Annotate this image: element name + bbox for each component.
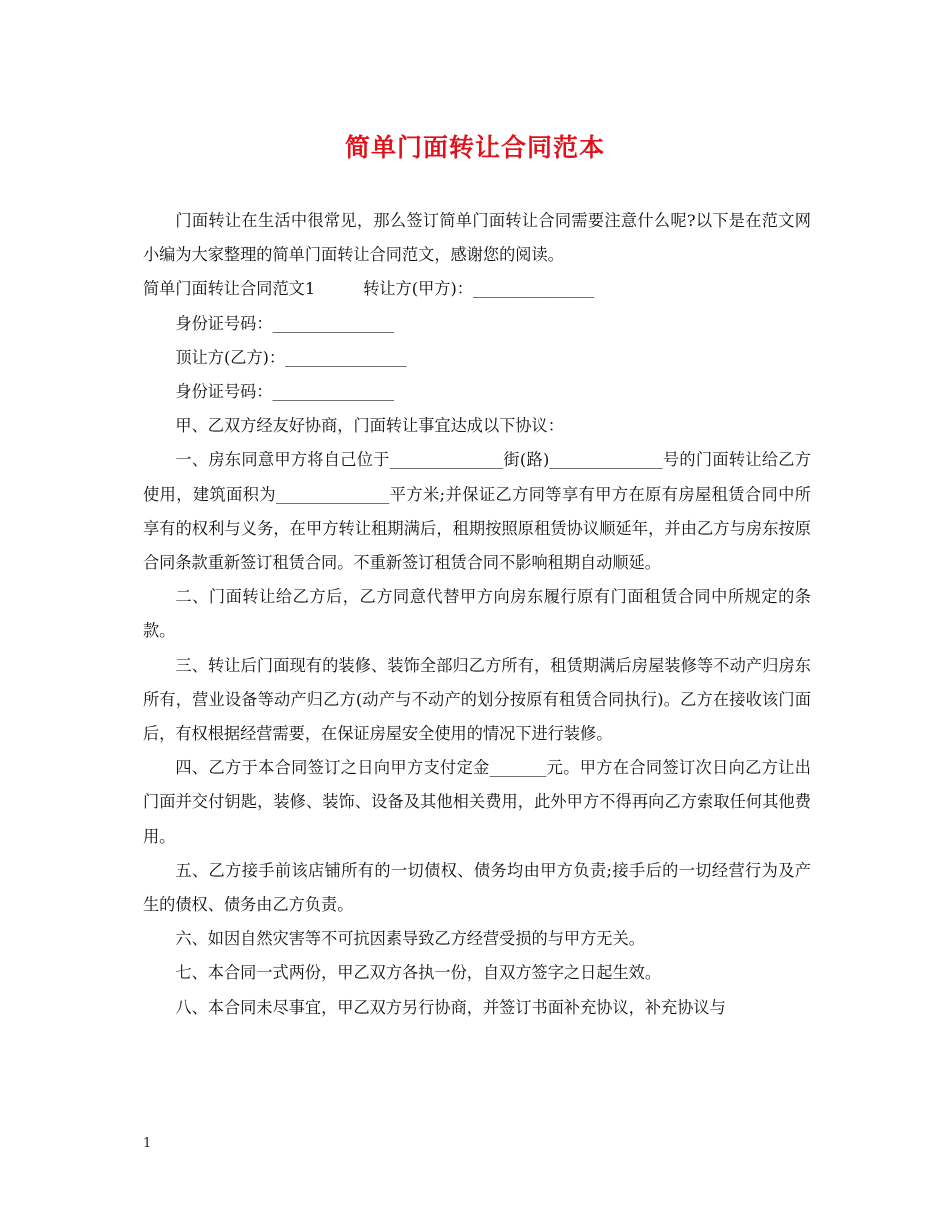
transferor-line: 转让方(甲方)：_______________: [363, 279, 595, 299]
intro-paragraph: 门面转让在生活中很常见，那么签订简单门面转让合同需要注意什么呢?以下是在范文网小编为大家整理的简单门面转让合同范文，感谢您的阅读。: [143, 211, 811, 265]
document-title: 简单门面转让合同范本: [344, 133, 605, 162]
clause-6: 六、如因自然灾害等不可抗因素导致乙方经营受损的与甲方无关。: [175, 929, 645, 949]
transferee-line: 顶让方(乙方)：_______________: [175, 347, 407, 367]
clause-8: 八、本合同未尽事宜，甲乙双方另行协商，并签订书面补充协议，补充协议与: [175, 997, 726, 1017]
transferee-id-line: 身份证号码：_______________: [175, 382, 394, 402]
clause-3: 三、转让后门面现有的装修、装饰全部归乙方所有，租赁期满后房屋装修等不动产归房东所有，营业设备等动产归乙方(动产与不动产的划分按原有租赁合同执行)。乙方在接收该门面后，有权根据经营需要，在保证房屋安全使用的情况下进行装修。: [143, 655, 811, 744]
agreement-intro: 甲、乙双方经友好协商，门面转让事宜达成以下协议：: [175, 416, 564, 436]
clause-7: 七、本合同一式两份，甲乙双方各执一份，自双方签字之日起生效。: [175, 963, 662, 983]
clause-1: 一、房东同意甲方将自己位于______________街(路)______________号的门面转让给乙方使用，建筑面积为______________平方米;并保证乙方同等享有甲方在原有房屋租赁合同中所享有的权利与义务，在甲方转让租期满后，租期按照原租赁协议顺延年，并由乙方与房东按原合同条款重新签订租赁合同。不重新签订租赁合同不影响租期自动顺延。: [143, 450, 811, 573]
page-number: 1: [143, 1136, 152, 1151]
clause-4: 四、乙方于本合同签订之日向甲方支付定金_______元。甲方在合同签订次日向乙方让出门面并交付钥匙，装修、装饰、设备及其他相关费用，此外甲方不得再向乙方索取任何其他费用。: [143, 758, 811, 846]
sample-heading: 简单门面转让合同范文1: [143, 279, 316, 299]
clause-2: 二、门面转让给乙方后，乙方同意代替甲方向房东履行原有门面租赁合同中所规定的条款。: [143, 587, 811, 641]
sample-heading-line: [143, 272, 811, 306]
document-body: [143, 204, 811, 1025]
clause-5: 五、乙方接手前该店铺所有的一切债权、债务均由甲方负责;接手后的一切经营行为及产生的债权、债务由乙方负责。: [143, 860, 811, 915]
transferor-id-line: 身份证号码：_______________: [175, 313, 394, 333]
